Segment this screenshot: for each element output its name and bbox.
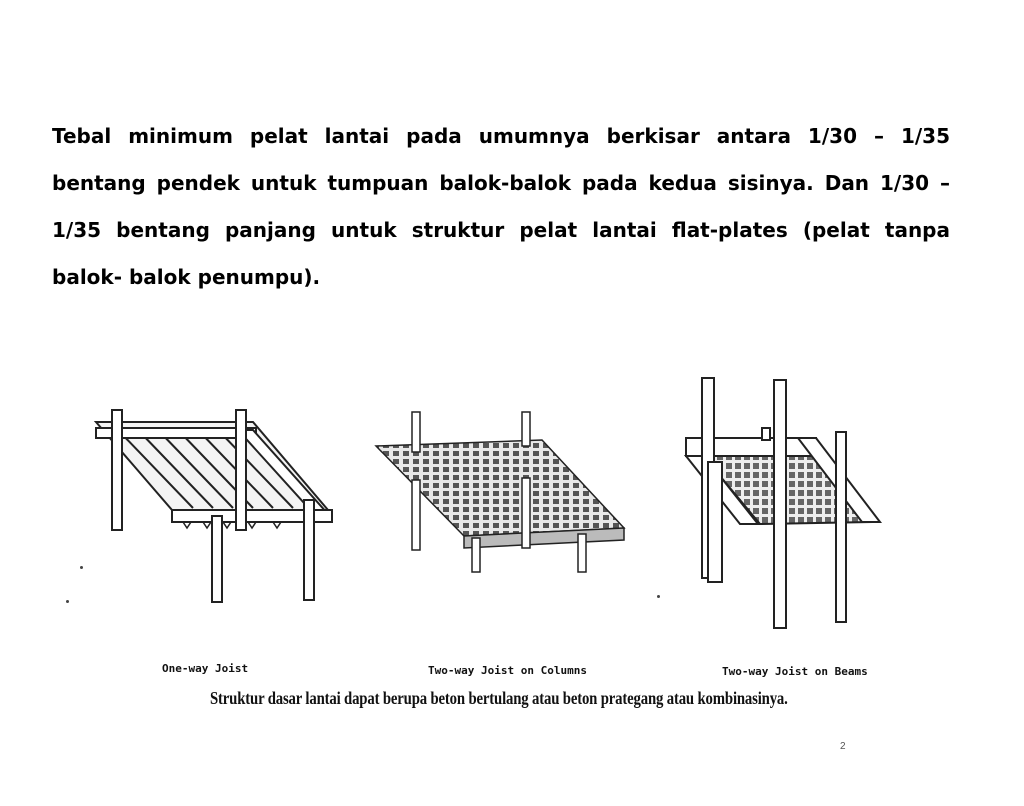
caption-two-way-joist-columns: Two-way Joist on Columns [428,664,587,677]
figure-one-way-joist [88,400,338,605]
figure-main-caption: Struktur dasar lantai dapat berupa beton bertulang atau beton prategang atau kombinasinya. [210,688,788,708]
caption-two-way-joist-beams: Two-way Joist on Beams [722,665,868,678]
page-mark: 2 [840,741,846,752]
one-way-joist-drawing [88,400,338,605]
figure-two-way-joist-columns [372,410,630,580]
scan-speck [80,566,83,569]
caption-one-way-joist: One-way Joist [162,662,249,675]
figure-two-way-joist-beams [680,372,890,637]
two-way-joist-columns-drawing [372,410,630,580]
body-paragraph: Tebal minimum pelat lantai pada umumnya berkisar antara 1/30 – 1/35 bentang pendek untuk tumpuan balok-balok pada kedua sisinya. Dan 1/30 – 1/35 bentang panjang untuk struktur pelat lantai flat-plates (pelat tanpa balok- balok penumpu). [52,124,950,289]
two-way-joist-beams-drawing [680,372,890,637]
scan-speck [66,600,69,603]
scan-speck [657,595,660,598]
